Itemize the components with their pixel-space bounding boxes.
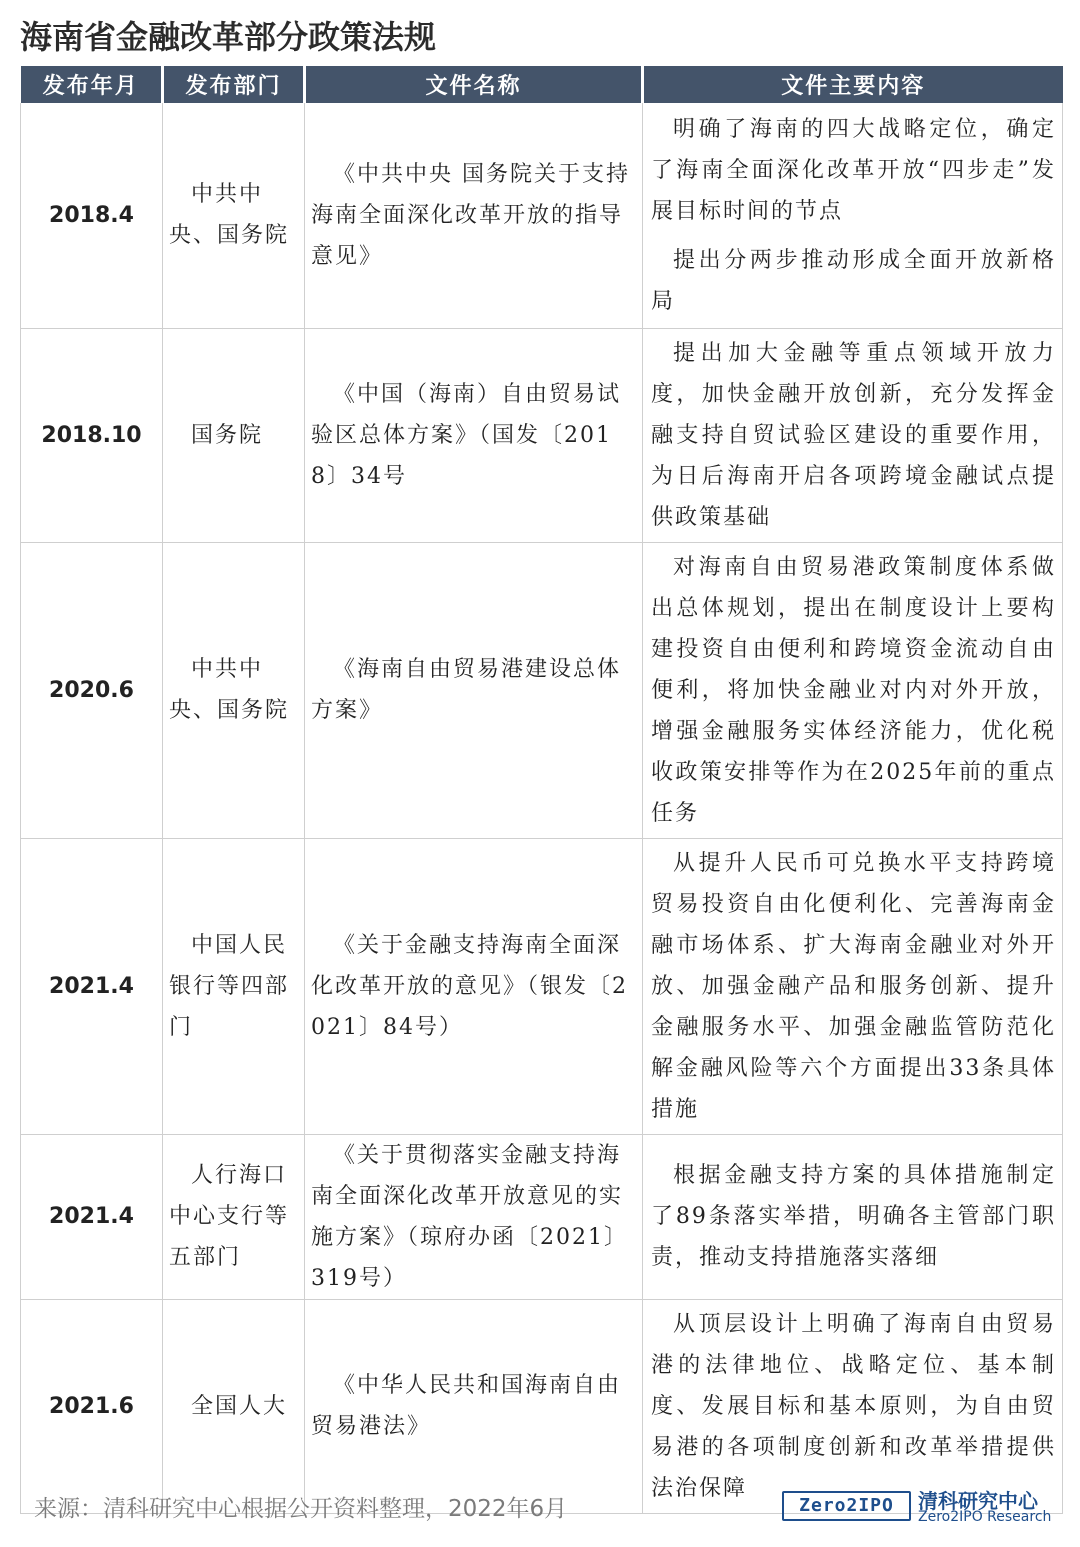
table-header-row — [21, 66, 1063, 103]
doc-text: 《海南自由贸易港建设总体方案》 — [311, 657, 622, 723]
date-cell: 2018.4 — [21, 103, 163, 328]
content-cell — [643, 328, 1063, 542]
dept-text: 中共中央、国务院 — [169, 182, 290, 249]
header-document: 文件名称 — [305, 66, 643, 103]
content-cell — [643, 838, 1063, 1134]
content-text: 提出分两步推动形成全面开放新格局 — [651, 247, 1056, 314]
dept-cell — [163, 103, 305, 328]
header-department: 发布部门 — [163, 66, 305, 103]
content-text: 从提升人民币可兑换水平支持跨境贸易投资自由化便利化、完善海南金融市场体系、扩大海南金融业对外开放、加强金融产品和服务创新、提升金融服务水平、加强金融监管防范化解金融风险等六个方面提出33条具体措施 — [651, 850, 1056, 1122]
doc-cell — [305, 542, 643, 838]
page-title: 海南省金融改革部分政策法规 — [20, 18, 437, 56]
doc-text: 《关于金融支持海南全面深化改革开放的意见》（银发〔2021〕84号） — [311, 932, 628, 1040]
dept-cell — [163, 542, 305, 838]
doc-text: 《中华人民共和国海南自由贸易港法》 — [311, 1373, 622, 1439]
doc-text: 《中共中央 国务院关于支持海南全面深化改革开放的指导意见》 — [311, 161, 630, 269]
doc-text: 《关于贯彻落实金融支持海南全面深化改革开放意见的实施方案》（琼府办函〔2021〕319号） — [311, 1142, 628, 1291]
dept-text: 人行海口中心支行等五部门 — [169, 1163, 290, 1270]
date-cell: 2021.4 — [21, 1134, 163, 1299]
logo-name-cn: 清科研究中心 — [918, 1489, 1038, 1513]
table-row — [21, 328, 1063, 542]
content-text: 对海南自由贸易港政策制度体系做出总体规划，提出在制度设计上要构建投资自由便利和跨境资金流动自由便利，将加快金融业对内对外开放，增强金融服务实体经济能力，优化税收政策安排等作为在2025年前的重点任务 — [651, 554, 1056, 826]
policy-table — [20, 66, 1063, 1514]
table-row — [21, 542, 1063, 838]
date-cell: 2020.6 — [21, 542, 163, 838]
content-cell — [643, 542, 1063, 838]
dept-text: 全国人大 — [191, 1393, 288, 1419]
dept-cell — [163, 1134, 305, 1299]
content-text: 从顶层设计上明确了海南自由贸易港的法律地位、战略定位、基本制度、发展目标和基本原则，为自由贸易港的各项制度创新和改革举措提供法治保障 — [651, 1311, 1056, 1501]
dept-text: 中国人民银行等四部门 — [169, 932, 290, 1040]
header-content: 文件主要内容 — [643, 66, 1063, 103]
doc-cell — [305, 328, 643, 542]
logo-name-en: Zero2IPO Research — [918, 1509, 1052, 1525]
dept-cell — [163, 1299, 305, 1513]
doc-cell — [305, 103, 643, 328]
dept-text: 国务院 — [191, 422, 264, 448]
doc-cell — [305, 1134, 643, 1299]
date-cell: 2018.10 — [21, 328, 163, 542]
table-row — [21, 1134, 1063, 1299]
dept-text: 中共中央、国务院 — [169, 657, 290, 723]
content-text: 根据金融支持方案的具体措施制定了89条落实举措，明确各主管部门职责，推动支持措施落实落细 — [651, 1163, 1056, 1270]
doc-cell — [305, 1299, 643, 1513]
content-text: 明确了海南的四大战略定位，确定了海南全面深化改革开放“四步走”发展目标时间的节点 — [651, 116, 1056, 224]
dept-cell — [163, 328, 305, 542]
content-text: 提出加大金融等重点领域开放力度，加快金融开放创新，充分发挥金融支持自贸试验区建设的重要作用，为日后海南开启各项跨境金融试点提供政策基础 — [651, 340, 1056, 530]
table-row — [21, 103, 1063, 328]
date-cell: 2021.6 — [21, 1299, 163, 1513]
source-note: 来源：清科研究中心根据公开资料整理，2022年6月 — [34, 1496, 568, 1522]
header-date: 发布年月 — [21, 66, 163, 103]
content-cell — [643, 1299, 1063, 1513]
table-row — [21, 1299, 1063, 1513]
doc-text: 《中国（海南）自由贸易试验区总体方案》（国发〔2018〕34号 — [311, 381, 622, 489]
table-row — [21, 838, 1063, 1134]
logo-wordmark: Zero2IPO — [782, 1491, 911, 1521]
zero2ipo-logo — [782, 1483, 1060, 1531]
doc-cell — [305, 838, 643, 1134]
content-cell — [643, 103, 1063, 328]
date-cell: 2021.4 — [21, 838, 163, 1134]
content-cell — [643, 1134, 1063, 1299]
dept-cell — [163, 838, 305, 1134]
